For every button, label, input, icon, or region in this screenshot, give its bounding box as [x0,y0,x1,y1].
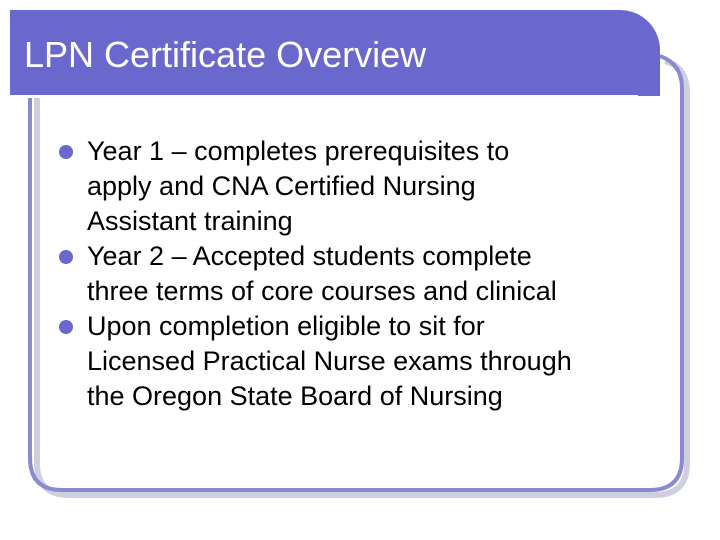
bullet-dot-icon [59,145,73,159]
bullet-item [52,309,692,414]
bullet-list [52,134,692,414]
bullet-line: Year 1 – completes prerequisites to [87,136,510,166]
bullet-item [52,134,692,239]
bullet-line: Upon completion eligible to sit for [87,311,485,341]
bullet-line: apply and CNA Certified Nursing [87,171,476,201]
bullet-line: Licensed Practical Nurse exams through [87,346,572,376]
bullet-dot-icon [59,250,73,264]
bullet-line: the Oregon State Board of Nursing [87,381,503,411]
bullet-dot-icon [59,320,73,334]
bullet-line: Year 2 – Accepted students complete [87,241,532,271]
slide-title: LPN Certificate Overview [24,34,427,75]
title-underline [10,95,638,98]
bullet-line: Assistant training [87,206,293,236]
bullet-item [52,239,692,309]
bullet-line: three terms of core courses and clinical [87,276,557,306]
